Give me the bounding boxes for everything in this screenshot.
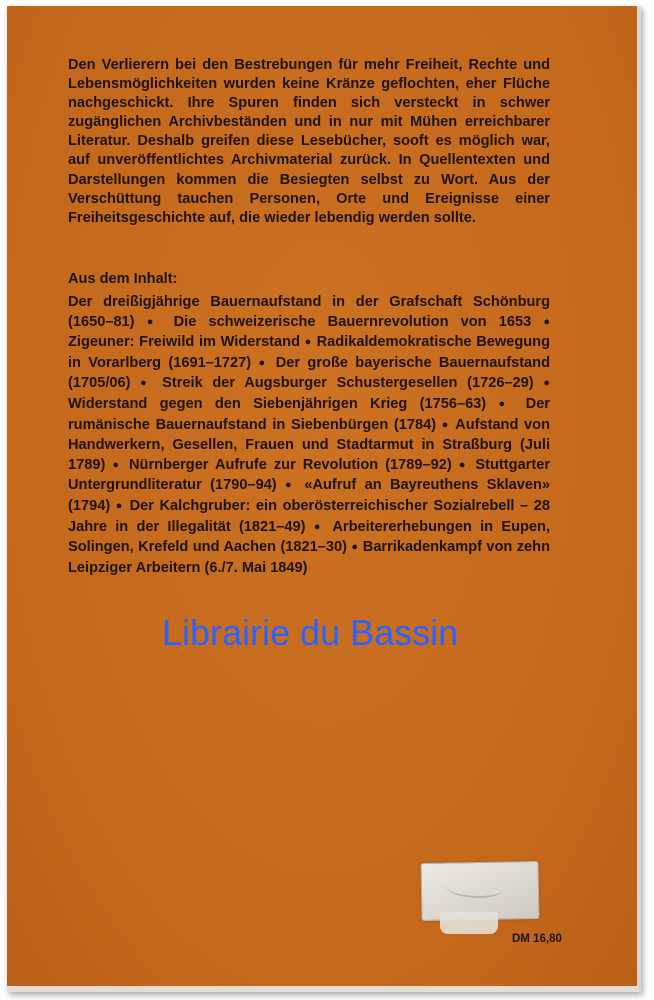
contents-item: Der Kalchgruber: ein oberösterreichischer Sozialrebell – 28 Jahre in der Illegalität (1821–49) <box>68 497 550 535</box>
bullet-icon: ● <box>115 499 124 512</box>
contents-heading: Aus dem Inhalt: <box>68 271 178 287</box>
contents-item: Der rumänische Bauernaufstand in Siebenbürgen (1784) <box>68 395 550 433</box>
bullet-icon: ● <box>498 397 514 410</box>
contents-item: Stuttgarter Untergrundliteratur (1790–94) <box>68 456 551 494</box>
contents-item: Widerstand gegen den Siebenjährigen Krieg (1756–63) <box>68 395 487 412</box>
contents-item: Der dreißigjährige Bauernaufstand in der Grafschaft Schönburg (1650–81) <box>68 294 550 330</box>
bullet-icon: ● <box>441 418 451 431</box>
contents-item: Der große bayerische Bauernaufstand (1705/06) <box>68 354 550 392</box>
sticker-peel <box>440 912 498 934</box>
bullet-icon: ● <box>458 458 469 471</box>
bullet-icon: ● <box>543 377 550 390</box>
contents-item: Aufstand von Handwerkern, Gesellen, Frauen und Stadtarmut in Straßburg (Juli 1789) <box>68 416 550 473</box>
contents-item: Die schweizerische Bauernrevolution von 1653 <box>173 313 532 330</box>
contents-item: Zigeuner: Freiwild im Widerstand <box>68 334 300 351</box>
contents-item: Radikaldemokratische Bewegung in Vorarlberg (1691–1727) <box>68 334 550 371</box>
contents-item: «Aufruf an Bayreuthens Sklaven» (1794) <box>68 477 550 514</box>
bullet-icon: ● <box>304 336 312 349</box>
bullet-icon: ● <box>112 458 122 471</box>
bullet-icon: ● <box>146 315 162 328</box>
bullet-icon: ● <box>258 356 269 369</box>
contents-item: Nürnberger Aufrufe zur Revolution (1789–92) <box>129 456 452 473</box>
contents-item: Arbeitererhebungen in Eupen, Solingen, Krefeld und Aachen (1821–30) <box>68 518 551 556</box>
bullet-icon: ● <box>351 541 359 554</box>
bullet-icon: ● <box>140 377 153 390</box>
bookseller-watermark: Librairie du Bassin <box>162 612 459 653</box>
contents-item: Barrikadenkampf von zehn Leipziger Arbeitern (6./7. Mai 1849) <box>68 539 550 576</box>
contents-item: Streik der Augsburger Schustergesellen (1726–29) <box>162 375 534 392</box>
bullet-icon: ● <box>313 520 325 533</box>
blurb-text: Den Verlierern bei den Bestrebungen für mehr Freiheit, Rechte und Lebensmöglichkeiten wurden keine Kränze geflochten, eher Flüche nachgeschickt. Ihre Spuren finden sich versteckt in schwer zugänglichen Archivbeständen und in nur mit Mühen erreichbarer Literatur. Deshalb greifen diese Lesebücher, sooft es möglich war, auf unveröffentlichtes Archivmaterial zurück. In Quellentexten und Darstellungen kommen die Besiegten selbst zu Wort. Aus der Verschüttung tauchen Personen, Orte und Ereignisse einer Freiheitsgeschichte auf, die wieder lebendig werden sollte. <box>68 57 550 226</box>
bullet-icon: ● <box>285 479 296 492</box>
bullet-icon: ● <box>543 315 550 328</box>
price-label: DM 16,80 <box>512 933 562 945</box>
contents-list <box>68 293 550 578</box>
